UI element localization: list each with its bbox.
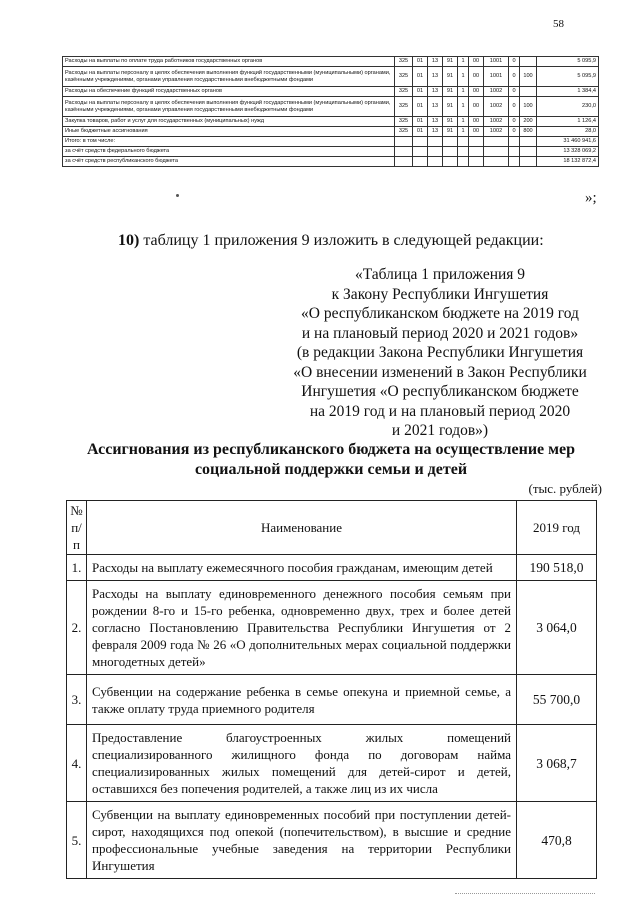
caption-line: на 2019 год и на плановый период 2020 — [309, 402, 571, 420]
budget-code-cell: 325 — [395, 117, 413, 127]
budget-code-cell: 100 — [520, 67, 537, 87]
budget-code-cell — [484, 137, 509, 147]
row-value: 190 518,0 — [517, 555, 597, 581]
row-name: Предоставление благоустроенных жилых помещений специализированного жилищного фонда по договорам найма специализированных жилых помещений для детей-сирот и детей, оставшихся без попечения родителей, а также лиц из их числа — [87, 725, 517, 802]
row-value: 3 064,0 — [517, 581, 597, 675]
budget-row — [63, 87, 599, 97]
budget-code-cell: 1002 — [484, 127, 509, 137]
item-number: 10) — [118, 232, 140, 249]
budget-code-cell — [458, 157, 469, 167]
budget-code-cell — [428, 157, 443, 167]
budget-code-cell — [443, 147, 458, 157]
budget-row — [63, 67, 599, 87]
budget-code-cell: 100 — [520, 97, 537, 117]
budget-code-cell: 13 — [428, 127, 443, 137]
budget-row-name: Иные бюджетные ассигнования — [63, 127, 395, 137]
budget-code-cell: 1 — [458, 87, 469, 97]
header-year: 2019 год — [517, 501, 597, 555]
budget-code-cell: 325 — [395, 127, 413, 137]
budget-row-value: 28,0 — [537, 127, 599, 137]
budget-code-cell — [395, 157, 413, 167]
budget-code-cell: 91 — [443, 117, 458, 127]
budget-code-cell: 1 — [458, 127, 469, 137]
budget-row-value: 1 384,4 — [537, 87, 599, 97]
caption-line: «О республиканском бюджете на 2019 год — [301, 305, 579, 322]
budget-row-name: Расходы на выплаты персоналу в целях обеспечения выполнения функций государственными (муниципальными) органами, казёнными учреждениями, органами управления государственными внебюджетными фондами — [63, 67, 395, 87]
budget-code-cell: 91 — [443, 67, 458, 87]
budget-code-cell — [509, 147, 520, 157]
budget-code-cell: 01 — [413, 57, 428, 67]
budget-code-cell: 01 — [413, 97, 428, 117]
budget-code-cell — [413, 137, 428, 147]
budget-row-name: Закупка товаров, работ и услуг для государственных (муниципальных) нужд — [63, 117, 395, 127]
budget-row-value: 5 095,9 — [537, 67, 599, 87]
table-row — [67, 581, 597, 675]
row-number: 1. — [67, 555, 87, 581]
table-row — [67, 802, 597, 879]
budget-code-cell: 00 — [469, 127, 484, 137]
row-name: Расходы на выплату единовременного денежного пособия семьям при рождении 8-го и 15-го ребенка, одновременно двух, трех и более детей согласно Постановлению Правительства Республики Ингушетия от 2 февраля 2009 года № 26 «О дополнительных мерах социальной поддержки многодетных детей» — [87, 581, 517, 675]
row-value: 3 068,7 — [517, 725, 597, 802]
budget-code-cell — [469, 137, 484, 147]
budget-code-cell: 13 — [428, 67, 443, 87]
row-name: Субвенции на содержание ребенка в семье опекуна и приемной семье, а также оплату труда приемного родителя — [87, 675, 517, 725]
row-number: 4. — [67, 725, 87, 802]
caption-line: и на плановый период 2020 и 2021 годов» — [301, 324, 579, 342]
page-number: 58 — [553, 18, 564, 30]
budget-code-cell — [484, 157, 509, 167]
budget-code-cell — [458, 137, 469, 147]
caption-line: к Закону Республики Ингушетия — [331, 285, 549, 303]
caption-line: Ингушетия «О республиканском бюджете — [301, 383, 579, 400]
budget-row-value: 5 095,9 — [537, 57, 599, 67]
budget-code-cell: 1 — [458, 117, 469, 127]
budget-table — [62, 56, 599, 167]
row-name: Субвенции на выплату единовременных пособий при поступлении детей-сирот, находящихся под опекой (попечительством), в высшие и средние профессиональные учебные заведения на территории Республики Ингушетия — [87, 802, 517, 879]
table-row — [67, 675, 597, 725]
budget-code-cell: 91 — [443, 87, 458, 97]
allocations-table — [66, 500, 597, 879]
budget-code-cell: 0 — [509, 67, 520, 87]
budget-code-cell — [395, 147, 413, 157]
budget-code-cell: 1 — [458, 57, 469, 67]
budget-code-cell: 13 — [428, 117, 443, 127]
closing-quote: »; — [585, 190, 597, 206]
budget-code-cell: 1001 — [484, 67, 509, 87]
budget-code-cell — [469, 157, 484, 167]
header-num: № п/п — [67, 501, 87, 555]
budget-code-cell: 01 — [413, 87, 428, 97]
budget-code-cell: 1002 — [484, 117, 509, 127]
row-value: 55 700,0 — [517, 675, 597, 725]
budget-code-cell: 1002 — [484, 97, 509, 117]
budget-code-cell: 13 — [428, 97, 443, 117]
budget-code-cell: 0 — [509, 117, 520, 127]
row-value: 470,8 — [517, 802, 597, 879]
budget-row-value: 13 328 069,2 — [537, 147, 599, 157]
budget-row-value: 230,0 — [537, 97, 599, 117]
budget-code-cell: 91 — [443, 127, 458, 137]
budget-code-cell — [520, 57, 537, 67]
budget-code-cell: 0 — [509, 127, 520, 137]
budget-code-cell — [484, 147, 509, 157]
header-name: Наименование — [87, 501, 517, 555]
budget-row-value: 1 126,4 — [537, 117, 599, 127]
budget-row — [63, 57, 599, 67]
budget-row-name: за счёт средств республиканского бюджета — [63, 157, 395, 167]
budget-code-cell: 1 — [458, 67, 469, 87]
table-row — [67, 555, 597, 581]
budget-code-cell — [413, 147, 428, 157]
budget-code-cell: 325 — [395, 87, 413, 97]
units-label: (тыс. рублей) — [528, 481, 602, 496]
table-caption — [275, 265, 605, 441]
budget-row — [63, 97, 599, 117]
budget-code-cell — [443, 137, 458, 147]
budget-row-name: Расходы на выплаты по оплате труда работников государственных органов — [63, 57, 395, 67]
budget-code-cell: 00 — [469, 67, 484, 87]
budget-code-cell — [458, 147, 469, 157]
budget-code-cell — [509, 157, 520, 167]
budget-code-cell — [520, 137, 537, 147]
budget-code-cell: 13 — [428, 57, 443, 67]
caption-line: (в редакции Закона Республики Ингушетия — [296, 344, 584, 361]
budget-row-name: Расходы на обеспечение функций государственных органов — [63, 87, 395, 97]
caption-line: «Таблица 1 приложения 9 — [354, 266, 526, 283]
budget-row-name: за счёт средств федерального бюджета — [63, 147, 395, 157]
row-number: 2. — [67, 581, 87, 675]
budget-code-cell: 91 — [443, 97, 458, 117]
caption-line: «О внесении изменений в Закон Республики — [293, 363, 587, 381]
budget-code-cell: 13 — [428, 87, 443, 97]
budget-code-cell — [428, 147, 443, 157]
scan-dot — [176, 194, 179, 197]
budget-code-cell — [443, 157, 458, 167]
budget-code-cell: 800 — [520, 127, 537, 137]
budget-code-cell — [413, 157, 428, 167]
budget-code-cell — [395, 137, 413, 147]
heading-line: Ассигнования из республиканского бюджета на осуществление мер — [86, 441, 576, 458]
budget-code-cell — [428, 137, 443, 147]
budget-code-cell: 01 — [413, 117, 428, 127]
budget-row — [63, 147, 599, 157]
budget-code-cell: 01 — [413, 127, 428, 137]
budget-code-cell: 1001 — [484, 57, 509, 67]
budget-row-name: Расходы на выплаты персоналу в целях обеспечения выполнения функций государственными (муниципальными) органами, казёнными учреждениями, органами управления государственными внебюджетными фондами — [63, 97, 395, 117]
row-name: Расходы на выплату ежемесячного пособия гражданам, имеющим детей — [87, 555, 517, 581]
budget-code-cell: 01 — [413, 67, 428, 87]
budget-row — [63, 157, 599, 167]
table-row — [67, 725, 597, 802]
budget-code-cell: 00 — [469, 57, 484, 67]
header-row — [67, 501, 597, 555]
budget-code-cell: 0 — [509, 57, 520, 67]
budget-code-cell: 1002 — [484, 87, 509, 97]
item-text: таблицу 1 приложения 9 изложить в следующей редакции: — [139, 232, 544, 249]
budget-code-cell: 00 — [469, 117, 484, 127]
budget-code-cell — [469, 147, 484, 157]
budget-code-cell: 325 — [395, 97, 413, 117]
table-heading — [62, 440, 600, 480]
budget-row — [63, 137, 599, 147]
budget-code-cell: 200 — [520, 117, 537, 127]
budget-row — [63, 127, 599, 137]
budget-code-cell: 00 — [469, 87, 484, 97]
budget-code-cell: 0 — [509, 97, 520, 117]
budget-code-cell: 325 — [395, 67, 413, 87]
budget-code-cell: 325 — [395, 57, 413, 67]
budget-code-cell: 91 — [443, 57, 458, 67]
budget-code-cell: 1 — [458, 97, 469, 117]
budget-code-cell — [509, 137, 520, 147]
row-number: 3. — [67, 675, 87, 725]
budget-code-cell — [520, 87, 537, 97]
budget-code-cell — [520, 157, 537, 167]
budget-row-name: Итого: в том числе: — [63, 137, 395, 147]
budget-code-cell — [520, 147, 537, 157]
caption-line: и 2021 годов») — [391, 422, 489, 439]
footer-marks — [455, 893, 595, 895]
budget-code-cell: 0 — [509, 87, 520, 97]
budget-row-value: 18 132 872,4 — [537, 157, 599, 167]
budget-row — [63, 117, 599, 127]
row-number: 5. — [67, 802, 87, 879]
amendment-item — [118, 232, 544, 250]
budget-row-value: 31 460 941,6 — [537, 137, 599, 147]
budget-code-cell: 00 — [469, 97, 484, 117]
heading-line: социальной поддержки семьи и детей — [194, 461, 468, 478]
